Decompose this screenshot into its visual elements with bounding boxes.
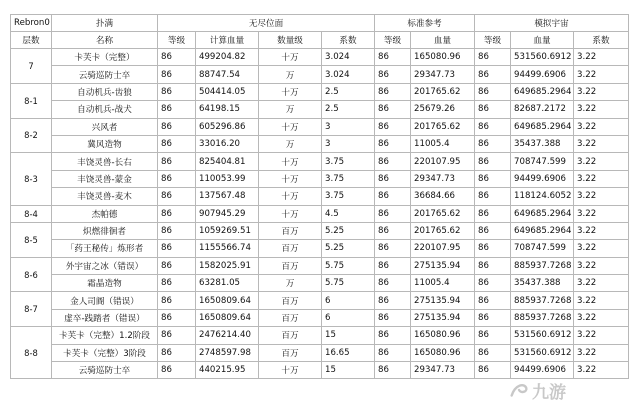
table-cell: 自动机兵-战犬 [52,101,158,118]
floor-cell: 8-6 [11,257,52,292]
table-cell: 3.22 [574,170,629,187]
table-cell: 万 [259,66,322,83]
floor-cell: 8-4 [11,205,52,222]
table-row [11,170,629,187]
table-cell: 11005.4 [411,275,475,292]
floor-cell: 7 [11,49,52,84]
table-cell: 6 [322,292,375,309]
corner-label: Rebron0 [11,15,52,32]
table-cell: 3.22 [574,275,629,292]
table-cell: 3.22 [574,327,629,344]
table-cell: 百万 [259,257,322,274]
table-cell: 卡芙卡（完整）3阶段 [52,344,158,361]
floor-cell: 8-2 [11,118,52,153]
table-cell: 2.5 [322,101,375,118]
table-cell: 86 [375,362,411,379]
table-cell: 15 [322,362,375,379]
column-header: 血量 [411,32,475,49]
table-cell: 3.22 [574,362,629,379]
table-cell: 1650809.64 [196,309,259,326]
group-header-standard: 标准参考 [375,15,475,32]
table-cell: 86 [158,344,196,361]
table-cell: 霜晶造物 [52,275,158,292]
table-cell: 201765.62 [411,118,475,135]
table-cell: 86 [475,170,511,187]
table-cell: 165080.96 [411,49,475,66]
table-cell: 86 [475,49,511,66]
table-cell: 86 [158,170,196,187]
table-cell: 86 [375,240,411,257]
table-cell: 220107.95 [411,240,475,257]
table-body [11,49,629,379]
table-cell: 86 [475,362,511,379]
table-cell: 16.65 [322,344,375,361]
table-cell: 201765.62 [411,205,475,222]
table-cell: 86 [475,292,511,309]
floor-cell: 8-1 [11,83,52,118]
table-cell: 3.22 [574,153,629,170]
column-header: 系数 [322,32,375,49]
column-header: 层数 [11,32,52,49]
table-cell: 86 [158,101,196,118]
table-cell: 88747.54 [196,66,259,83]
table-cell: 137567.48 [196,188,259,205]
table-cell: 十万 [259,188,322,205]
table-cell: 3.22 [574,49,629,66]
table-cell: 自动机兵-齿狼 [52,83,158,100]
table-row [11,222,629,239]
table-cell: 94499.6906 [511,170,574,187]
column-header: 数量级 [259,32,322,49]
table-cell: 15 [322,327,375,344]
table-cell: 百万 [259,327,322,344]
table-cell: 94499.6906 [511,362,574,379]
table-cell: 63281.05 [196,275,259,292]
table-cell: 虚卒-践踏者（错误） [52,309,158,326]
table-cell: 708747.599 [511,240,574,257]
table-cell: 275135.94 [411,257,475,274]
table-row [11,240,629,257]
table-cell: 220107.95 [411,153,475,170]
table-cell: 百万 [259,222,322,239]
table-cell: 86 [375,66,411,83]
table-cell: 3.22 [574,135,629,152]
table-cell: 百万 [259,309,322,326]
table-cell: 33016.20 [196,135,259,152]
table-cell: 3.22 [574,240,629,257]
table-cell: 3.22 [574,101,629,118]
table-row [11,205,629,222]
table-cell: 86 [158,240,196,257]
table-cell: 165080.96 [411,327,475,344]
table-cell: 86 [375,170,411,187]
table-row [11,257,629,274]
table-cell: 十万 [259,205,322,222]
table-cell: 86 [475,153,511,170]
table-cell: 86 [475,240,511,257]
hp-comparison-table [10,14,629,379]
table-cell: 3.75 [322,153,375,170]
table-cell: 86 [475,66,511,83]
table-cell: 3.75 [322,188,375,205]
table-cell: 82687.2172 [511,101,574,118]
table-cell: 2476214.40 [196,327,259,344]
table-cell: 外宇宙之冰（错误） [52,257,158,274]
floor-cell: 8-5 [11,222,52,257]
table-cell: 86 [158,222,196,239]
table-cell: 云骑巡防士卒 [52,66,158,83]
group-header-puman: 扑满 [52,15,158,32]
table-cell: 86 [158,153,196,170]
table-cell: 531560.6912 [511,49,574,66]
table-cell: 2.5 [322,83,375,100]
table-cell: 649685.2964 [511,222,574,239]
table-cell: 百万 [259,344,322,361]
column-header: 等级 [475,32,511,49]
table-cell: 十万 [259,83,322,100]
table-cell: 3.024 [322,66,375,83]
table-cell: 86 [375,275,411,292]
table-cell: 86 [158,327,196,344]
table-cell: 86 [158,292,196,309]
table-cell: 5.25 [322,222,375,239]
table-row [11,49,629,66]
table-cell: 86 [158,118,196,135]
table-cell: 3.22 [574,83,629,100]
table-cell: 86 [375,135,411,152]
column-header: 等级 [158,32,196,49]
table-cell: 86 [158,83,196,100]
table-cell: 86 [158,257,196,274]
table-cell: 649685.2964 [511,118,574,135]
table-cell: 86 [475,309,511,326]
table-row [11,188,629,205]
table-cell: 86 [475,135,511,152]
table-row [11,327,629,344]
floor-cell: 8-8 [11,327,52,379]
table-cell: 825404.81 [196,153,259,170]
table-cell: 6 [322,309,375,326]
table-cell: 201765.62 [411,83,475,100]
table-cell: 64198.15 [196,101,259,118]
table-cell: 丰饶灵兽-蒙金 [52,170,158,187]
table-row [11,101,629,118]
column-header-row [11,32,629,49]
table-cell: 4.5 [322,205,375,222]
table-cell: 3.22 [574,118,629,135]
table-cell: 86 [158,205,196,222]
table-cell: 86 [475,205,511,222]
column-header: 血量 [511,32,574,49]
table-header [11,15,629,49]
table-cell: 十万 [259,170,322,187]
table-cell: 「药王秘传」炼形者 [52,240,158,257]
table-cell: 94499.6906 [511,66,574,83]
group-header-endless: 无尽位面 [158,15,375,32]
table-cell: 504414.05 [196,83,259,100]
table-cell: 86 [158,362,196,379]
table-cell: 86 [475,83,511,100]
table-cell: 3 [322,135,375,152]
table-cell: 1059269.51 [196,222,259,239]
table-cell: 25679.26 [411,101,475,118]
table-cell: 3.22 [574,309,629,326]
table-cell: 十万 [259,362,322,379]
table-cell: 3.75 [322,170,375,187]
table-row [11,83,629,100]
table-cell: 万 [259,135,322,152]
table-cell: 86 [375,83,411,100]
table-cell: 兴风者 [52,118,158,135]
table-cell: 3.22 [574,66,629,83]
table-cell: 百万 [259,240,322,257]
table-cell: 86 [375,257,411,274]
table-cell: 3.22 [574,257,629,274]
table-cell: 86 [475,257,511,274]
watermark [508,375,588,405]
table-cell: 冀风造物 [52,135,158,152]
table-cell: 3.22 [574,205,629,222]
table-cell: 86 [375,118,411,135]
table-cell: 35437.388 [511,135,574,152]
table-row [11,275,629,292]
table-cell: 440215.95 [196,362,259,379]
table-cell: 86 [475,118,511,135]
table-cell: 1650809.64 [196,292,259,309]
table-cell: 86 [375,327,411,344]
table-cell: 275135.94 [411,309,475,326]
table-cell: 卡芙卡（完整）1.2阶段 [52,327,158,344]
table-row [11,66,629,83]
table-cell: 29347.73 [411,362,475,379]
table-cell: 885937.7268 [511,257,574,274]
column-header: 名称 [52,32,158,49]
table-cell: 86 [375,309,411,326]
table-cell: 5.75 [322,275,375,292]
table-cell: 金人司阍（错误） [52,292,158,309]
table-cell: 885937.7268 [511,309,574,326]
table-cell: 86 [158,188,196,205]
table-cell: 5.75 [322,257,375,274]
table-cell: 十万 [259,153,322,170]
table-cell: 499204.82 [196,49,259,66]
table-cell: 3 [322,118,375,135]
table-cell: 29347.73 [411,66,475,83]
table-cell: 丰饶灵兽-长右 [52,153,158,170]
table-cell: 2748597.98 [196,344,259,361]
table-cell: 36684.66 [411,188,475,205]
table-cell: 86 [475,101,511,118]
table-cell: 11005.4 [411,135,475,152]
table-cell: 86 [375,222,411,239]
table-cell: 杰帕德 [52,205,158,222]
table-cell: 86 [375,188,411,205]
swirl-logo-icon [508,379,530,401]
table-cell: 86 [475,222,511,239]
table-row [11,118,629,135]
table-cell: 1155566.74 [196,240,259,257]
table-cell: 86 [375,205,411,222]
table-cell: 86 [375,292,411,309]
floor-cell: 8-3 [11,153,52,205]
table-cell: 531560.6912 [511,344,574,361]
table-row [11,135,629,152]
column-header: 计算血量 [196,32,259,49]
table-cell: 卡芙卡（完整） [52,49,158,66]
table-cell: 86 [158,135,196,152]
table-cell: 29347.73 [411,170,475,187]
table-cell: 86 [375,101,411,118]
table-cell: 907945.29 [196,205,259,222]
table-cell: 3.22 [574,222,629,239]
table-row [11,309,629,326]
column-header: 等级 [375,32,411,49]
column-header: 系数 [574,32,629,49]
table-cell: 十万 [259,49,322,66]
table-cell: 110053.99 [196,170,259,187]
table-row [11,292,629,309]
table-cell: 118124.6052 [511,188,574,205]
group-header-simulated: 模拟宇宙 [475,15,629,32]
table-cell: 649685.2964 [511,83,574,100]
table-cell: 86 [375,49,411,66]
table-cell: 605296.86 [196,118,259,135]
table-cell: 86 [475,327,511,344]
floor-cell: 8-7 [11,292,52,327]
table-cell: 云骑巡防士卒 [52,362,158,379]
table-cell: 3.024 [322,49,375,66]
table-cell: 3.22 [574,344,629,361]
table-cell: 5.25 [322,240,375,257]
table-cell: 86 [158,49,196,66]
table-cell: 86 [375,344,411,361]
table-cell: 649685.2964 [511,205,574,222]
table-cell: 86 [158,66,196,83]
table-cell: 165080.96 [411,344,475,361]
watermark-text: 九游 [532,382,566,403]
table-cell: 万 [259,275,322,292]
table-row [11,153,629,170]
table-cell: 3.22 [574,188,629,205]
table-cell: 86 [158,275,196,292]
table-row [11,344,629,361]
table-cell: 35437.388 [511,275,574,292]
table-cell: 3.22 [574,292,629,309]
table-cell: 708747.599 [511,153,574,170]
table-cell: 86 [158,309,196,326]
table-cell: 十万 [259,118,322,135]
table-cell: 885937.7268 [511,292,574,309]
table-cell: 275135.94 [411,292,475,309]
table-cell: 86 [475,275,511,292]
table-cell: 百万 [259,292,322,309]
table-cell: 万 [259,101,322,118]
table-cell: 1582025.91 [196,257,259,274]
table-cell: 86 [375,153,411,170]
table-cell: 531560.6912 [511,327,574,344]
table-cell: 86 [475,188,511,205]
table-cell: 炽燃徘徊者 [52,222,158,239]
table-cell: 丰饶灵兽-麦木 [52,188,158,205]
table-cell: 86 [475,344,511,361]
table-cell: 201765.62 [411,222,475,239]
